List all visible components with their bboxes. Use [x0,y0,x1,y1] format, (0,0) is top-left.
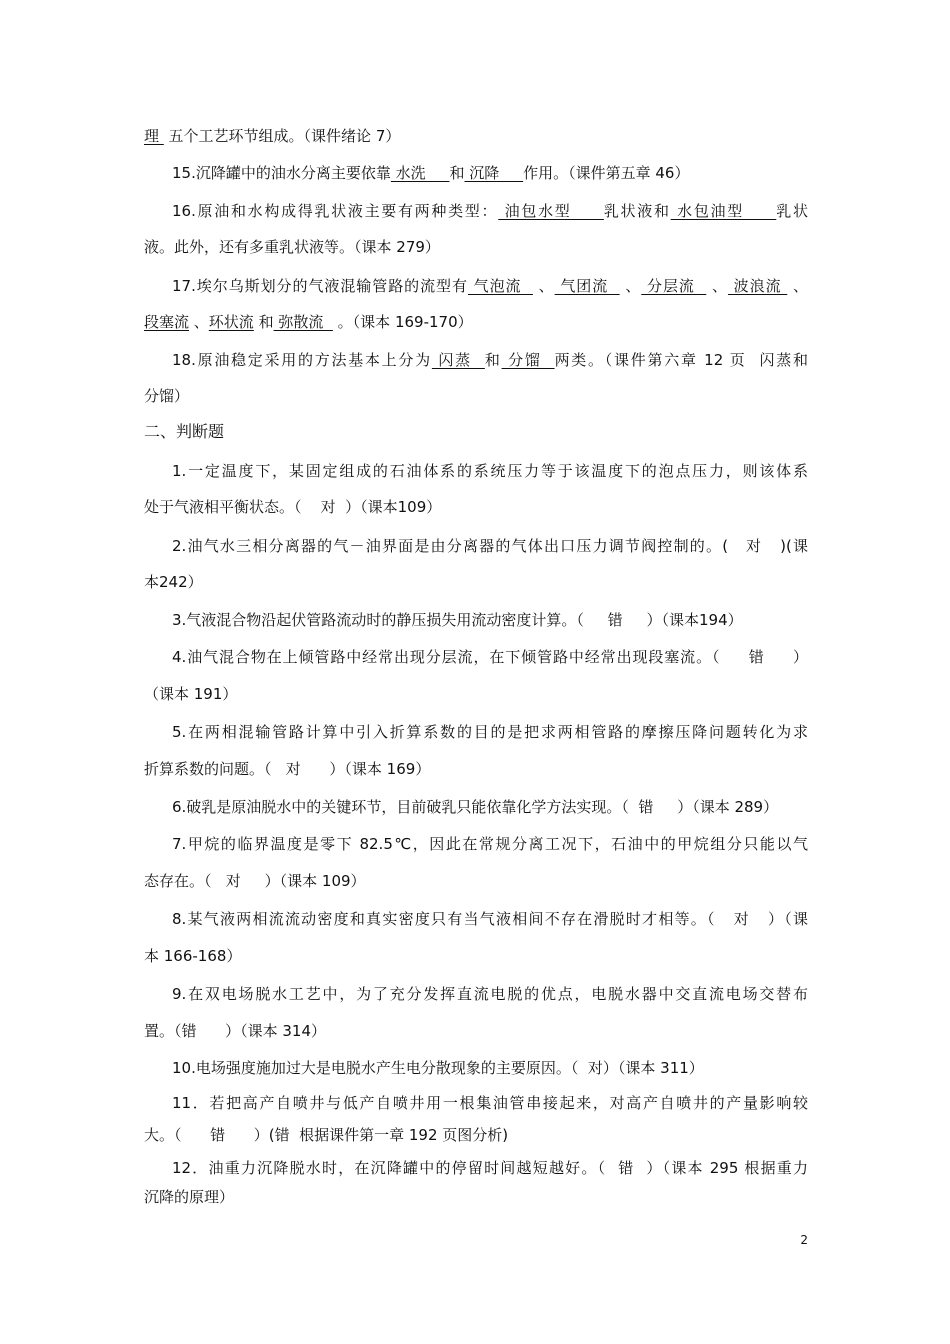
text-segment: 五个工艺环节组成。（课件绪论 7） [163,127,401,145]
fill-question-18-line-2: 分馏） [144,387,190,405]
text-segment: 、 [189,313,209,331]
underlined-answer: 分馏 [501,351,555,369]
judge-question-1-line-1: 1.一定温度下，某固定组成的石油体系的系统压力等于该温度下的泡点压力，则该体系 [172,462,808,480]
text-segment: 17.埃尔乌斯划分的气液混输管路的流型有 [172,277,468,295]
underlined-answer: 油包水型 [498,202,604,220]
judge-question-2-line-2: 本242） [144,573,203,591]
text-segment: 和 [484,351,502,369]
text-segment: 15.沉降罐中的油水分离主要依靠 [172,164,391,182]
text-segment: 两类。（课件第六章 12 页 闪蒸和 [554,351,808,369]
text-segment: 乳状 [776,202,808,220]
section-heading: 二、判断题 [144,422,225,441]
underlined-answer: 气泡流 [467,277,533,295]
judge-question-11-line-1: 11．若把高产自喷井与低产自喷井用一根集油管串接起来，对高产自喷井的产量影响较 [172,1094,808,1112]
text-segment: 18.原油稳定采用的方法基本上分为 [172,351,432,369]
judge-question-4-line-1: 4.油气混合物在上倾管路中经常出现分层流，在下倾管路中经常出现段塞流。（ 错 ） [172,648,808,666]
underlined-answer: 环状流 [208,313,254,331]
fill-question-15 [172,162,808,184]
continuation-line [144,125,808,147]
judge-question-7-line-1: 7.甲烷的临界温度是零下 82.5℃，因此在常规分离工况下，石油中的甲烷组分只能以气 [172,835,808,853]
text-segment: 和 [253,313,274,331]
judge-question-8-line-2: 本 166-168） [144,947,242,965]
fill-question-16-line-2: 液。此外，还有多重乳状液等。（课本 279） [144,238,440,256]
underlined-answer: 闪蒸 [431,351,485,369]
text-segment: 作用。（课件第五章 46） [523,164,690,182]
text-segment: 。（课本 169-170） [332,313,473,331]
fill-question-18-line-1 [172,349,808,371]
text-segment: 、 [787,277,808,295]
underlined-answer: 水包油型 [670,202,777,220]
page-number: 2 [800,1233,808,1247]
judge-question-9-line-2: 置。（错 ）（课本 314） [144,1022,327,1040]
judge-question-12-line-2: 沉降的原理） [144,1188,235,1206]
judge-question-6: 6.破乳是原油脱水中的关键环节，目前破乳只能依靠化学方法实现。（ 错 ）（课本 289） [172,798,779,816]
judge-question-2-line-1: 2.油气水三相分离器的气－油界面是由分离器的气体出口压力调节阀控制的。( 对 )(课 [172,537,808,555]
text-segment: 、 [706,277,728,295]
underlined-answer: 分层流 [641,277,707,295]
underlined-answer: 段塞流 [144,313,190,331]
judge-question-11-line-2: 大。（ 错 ）(错 根据课件第一章 192 页图分析) [144,1126,509,1144]
judge-question-12-line-1: 12．油重力沉降脱水时，在沉降罐中的停留时间越短越好。（ 错 ）（课本 295 根据重力 [172,1159,808,1177]
underlined-answer: 气团流 [554,277,620,295]
judge-question-5-line-1: 5.在两相混输管路计算中引入折算系数的目的是把求两相管路的摩擦压降问题转化为求 [172,723,808,741]
judge-question-5-line-2: 折算系数的问题。（ 对 ）（课本 169） [144,760,431,778]
judge-question-10: 10.电场强度施加过大是电脱水产生电分散现象的主要原因。（ 对）（课本 311） [172,1059,704,1077]
fill-question-16-line-1 [172,200,808,222]
judge-question-4-line-2: （课本 191） [144,685,238,703]
underlined-answer: 弥散流 [273,313,333,331]
judge-question-8-line-1: 8.某气液两相流流动密度和真实密度只有当气液相间不存在滑脱时才相等。（ 对 ）（课 [172,910,808,928]
underlined-answer: 沉降 [464,164,524,182]
text-segment: 和 [449,164,465,182]
judge-question-1-line-2: 处于气液相平衡状态。（ 对 ）（课本109） [144,498,442,516]
judge-question-3: 3.气液混合物沿起伏管路流动时的静压损失用流动密度计算。（ 错 ）（课本194） [172,611,743,629]
text-segment: 、 [532,277,555,295]
judge-question-7-line-2: 态存在。（ 对 ）（课本 109） [144,872,366,890]
text-segment: 16.原油和水构成得乳状液主要有两种类型： [172,202,499,220]
underlined-answer: 理 [144,127,164,145]
text-segment: 、 [619,277,642,295]
judge-question-9-line-1: 9.在双电场脱水工艺中，为了充分发挥直流电脱的优点，电脱水器中交直流电场交替布 [172,985,808,1003]
text-segment: 乳状液和 [603,202,671,220]
underlined-answer: 波浪流 [727,277,788,295]
underlined-answer: 水洗 [390,164,450,182]
fill-question-17-line-2 [144,311,808,333]
fill-question-17-line-1 [172,275,808,297]
